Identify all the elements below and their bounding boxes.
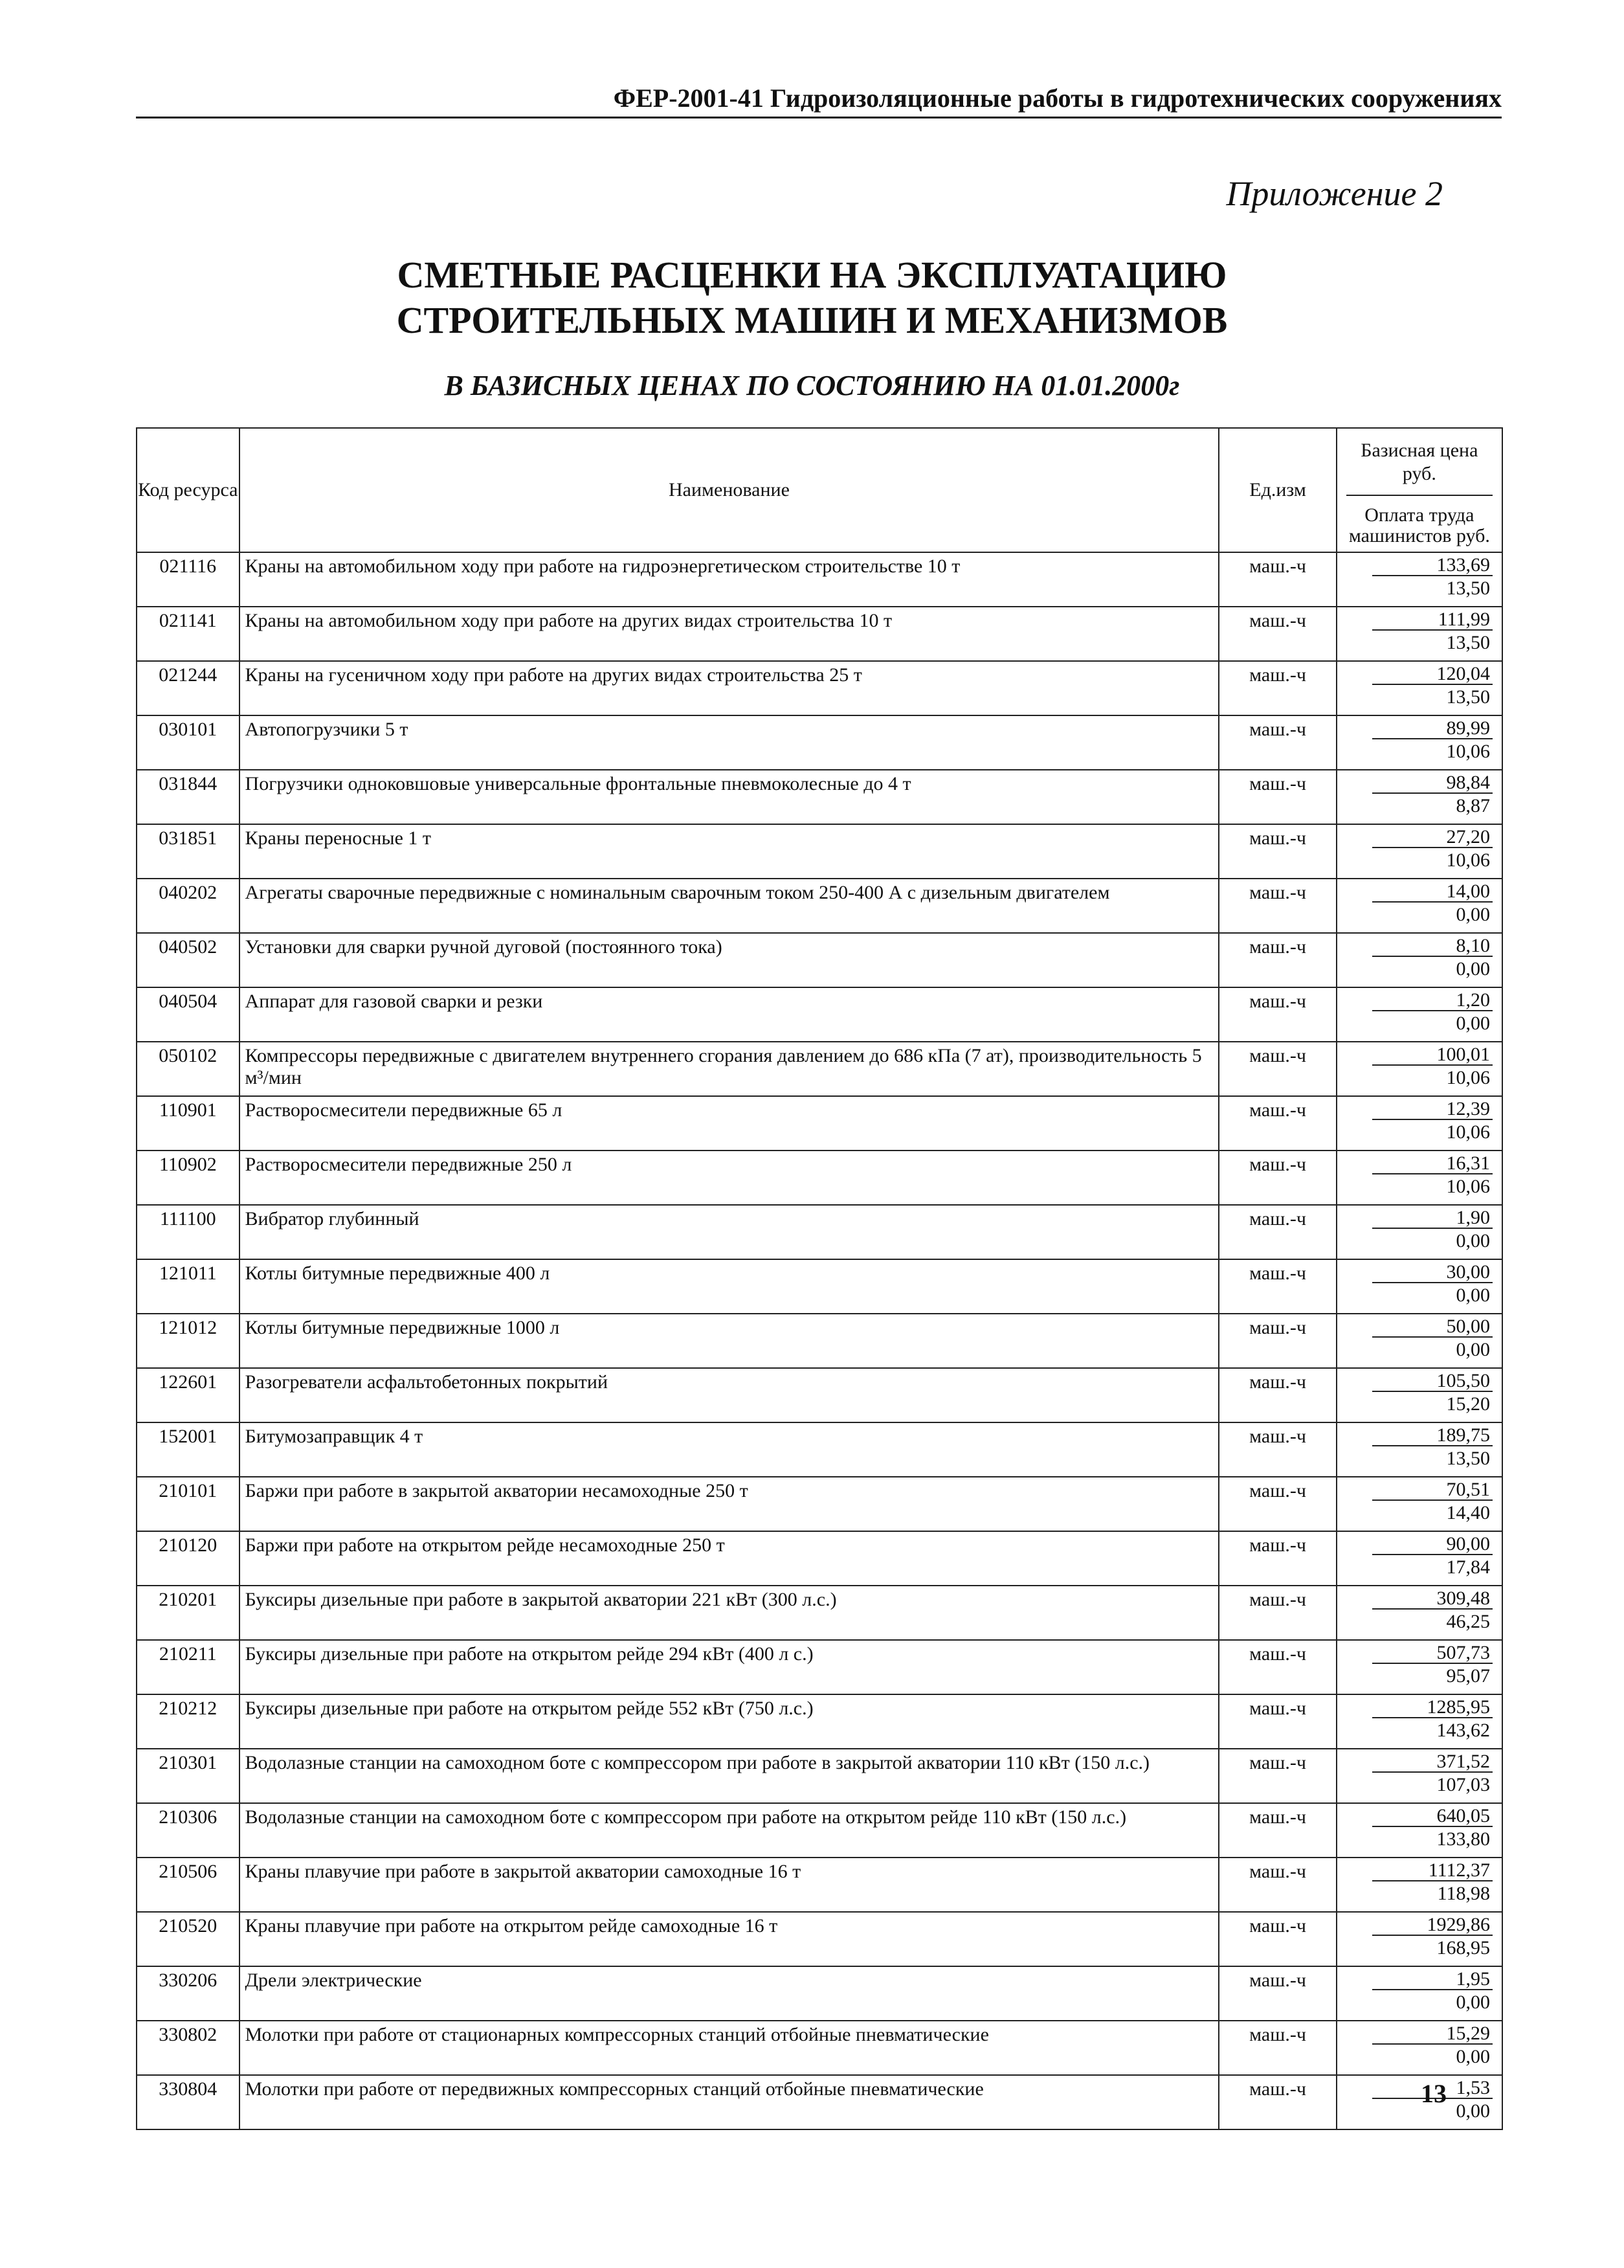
base-price-value: 12,39 <box>1372 1097 1493 1120</box>
price-cell <box>1337 715 1502 770</box>
operator-wage-value: 0,00 <box>1456 1285 1490 1306</box>
resource-code: 040504 <box>137 987 239 1042</box>
base-price-value: 1,90 <box>1372 1206 1493 1229</box>
resource-code: 040202 <box>137 879 239 933</box>
price-cell <box>1337 770 1502 824</box>
operator-wage-value: 0,00 <box>1456 1013 1490 1034</box>
operator-wage-value: 46,25 <box>1446 1611 1490 1632</box>
operator-wage-value: 13,50 <box>1446 686 1490 708</box>
price-cell <box>1337 1042 1502 1096</box>
base-price-value: 507,73 <box>1372 1641 1493 1664</box>
table-row <box>137 1042 1502 1096</box>
resource-code: 110901 <box>137 1096 239 1151</box>
table-row <box>137 1749 1502 1803</box>
operator-wage-value: 10,06 <box>1446 741 1490 762</box>
resource-code: 121012 <box>137 1314 239 1368</box>
unit-of-measure: маш.-ч <box>1219 1694 1336 1749</box>
base-price-value: 133,69 <box>1372 553 1493 576</box>
resource-name: Краны плавучие при работе на открытом рейде самоходные 16 т <box>239 1912 1219 1966</box>
base-price-value: 1285,95 <box>1372 1695 1493 1718</box>
price-cell <box>1337 1151 1502 1205</box>
unit-of-measure: маш.-ч <box>1219 715 1336 770</box>
resource-code: 050102 <box>137 1042 239 1096</box>
table-row <box>137 1586 1502 1640</box>
table-row <box>137 1314 1502 1368</box>
resource-name: Водолазные станции на самоходном боте с компрессором при работе в закрытой акватории 110 кВт (150 л.с.) <box>239 1749 1219 1803</box>
resource-name: Компрессоры передвижные с двигателем внутреннего сгорания давлением до 686 кПа (7 ат), производительность 5 м³/мин <box>239 1042 1219 1096</box>
table-row <box>137 1259 1502 1314</box>
resource-code: 021116 <box>137 552 239 607</box>
unit-of-measure: маш.-ч <box>1219 1422 1336 1477</box>
resource-code: 210211 <box>137 1640 239 1694</box>
base-price-value: 1,95 <box>1372 1967 1493 1990</box>
resource-name: Буксиры дизельные при работе в закрытой акватории 221 кВт (300 л.с.) <box>239 1586 1219 1640</box>
table-row <box>137 1966 1502 2021</box>
resource-name: Баржи при работе в закрытой акватории несамоходные 250 т <box>239 1477 1219 1531</box>
resource-code: 330802 <box>137 2021 239 2075</box>
unit-of-measure: маш.-ч <box>1219 1531 1336 1586</box>
resource-name: Краны на автомобильном ходу при работе на других видах строительства 10 т <box>239 607 1219 661</box>
table-row <box>137 661 1502 715</box>
resource-name: Краны переносные 1 т <box>239 824 1219 879</box>
operator-wage-value: 8,87 <box>1456 795 1490 816</box>
price-cell <box>1337 661 1502 715</box>
resource-code: 111100 <box>137 1205 239 1259</box>
resource-code: 210120 <box>137 1531 239 1586</box>
price-cell <box>1337 1259 1502 1314</box>
unit-of-measure: маш.-ч <box>1219 661 1336 715</box>
resource-name: Краны плавучие при работе в закрытой акватории самоходные 16 т <box>239 1858 1219 1912</box>
resource-name: Молотки при работе от стационарных компрессорных станций отбойные пневматические <box>239 2021 1219 2075</box>
base-price-value: 27,20 <box>1372 825 1493 848</box>
header-operator-wage: Оплата труда машинистов руб. <box>1348 504 1490 546</box>
resource-code: 110902 <box>137 1151 239 1205</box>
resource-code: 040502 <box>137 933 239 987</box>
table-row <box>137 987 1502 1042</box>
base-price-value: 98,84 <box>1372 770 1493 794</box>
resource-code: 031851 <box>137 824 239 879</box>
resource-name: Краны на гусеничном ходу при работе на других видах строительства 25 т <box>239 661 1219 715</box>
resource-name: Водолазные станции на самоходном боте с компрессором при работе на открытом рейде 110 кВт (150 л.с.) <box>239 1803 1219 1858</box>
base-price-value: 371,52 <box>1372 1749 1493 1773</box>
resource-code: 210520 <box>137 1912 239 1966</box>
operator-wage-value: 13,50 <box>1446 1448 1490 1469</box>
table-row <box>137 1803 1502 1858</box>
table-row <box>137 1368 1502 1422</box>
header-base-price: Базисная цена руб. <box>1346 429 1493 496</box>
title-line-2: СТРОИТЕЛЬНЫХ МАШИН И МЕХАНИЗМОВ <box>396 299 1228 341</box>
resource-code: 122601 <box>137 1368 239 1422</box>
price-cell <box>1337 824 1502 879</box>
operator-wage-value: 0,00 <box>1456 958 1490 980</box>
resource-code: 330206 <box>137 1966 239 2021</box>
unit-of-measure: маш.-ч <box>1219 879 1336 933</box>
operator-wage-value: 0,00 <box>1456 1339 1490 1360</box>
table-row <box>137 1422 1502 1477</box>
resource-name: Молотки при работе от передвижных компрессорных станций отбойные пневматические <box>239 2075 1219 2129</box>
table-row <box>137 933 1502 987</box>
resource-name: Дрели электрические <box>239 1966 1219 2021</box>
operator-wage-value: 168,95 <box>1436 1937 1490 1959</box>
table-row <box>137 1151 1502 1205</box>
base-price-value: 14,00 <box>1372 879 1493 903</box>
price-cell <box>1337 1531 1502 1586</box>
resource-name: Котлы битумные передвижные 400 л <box>239 1259 1219 1314</box>
price-cell <box>1337 1368 1502 1422</box>
base-price-value: 70,51 <box>1372 1477 1493 1501</box>
price-cell <box>1337 987 1502 1042</box>
table-row <box>137 1912 1502 1966</box>
price-cell <box>1337 1694 1502 1749</box>
unit-of-measure: маш.-ч <box>1219 1586 1336 1640</box>
base-price-value: 640,05 <box>1372 1804 1493 1827</box>
unit-of-measure: маш.-ч <box>1219 1749 1336 1803</box>
operator-wage-value: 143,62 <box>1436 1720 1490 1741</box>
operator-wage-value: 14,40 <box>1446 1502 1490 1523</box>
operator-wage-value: 95,07 <box>1446 1665 1490 1687</box>
price-cell <box>1337 1803 1502 1858</box>
operator-wage-value: 10,06 <box>1446 1121 1490 1143</box>
base-price-value: 1,20 <box>1372 988 1493 1011</box>
price-cell <box>1337 1422 1502 1477</box>
header-unit: Ед.изм <box>1219 428 1336 552</box>
table-body <box>137 552 1502 2129</box>
price-cell <box>1337 1477 1502 1531</box>
header-price <box>1337 428 1502 552</box>
operator-wage-value: 0,00 <box>1456 2100 1490 2122</box>
operator-wage-value: 10,06 <box>1446 849 1490 871</box>
resource-name: Баржи при работе на открытом рейде несамоходные 250 т <box>239 1531 1219 1586</box>
resource-code: 152001 <box>137 1422 239 1477</box>
unit-of-measure: маш.-ч <box>1219 987 1336 1042</box>
table-row <box>137 1640 1502 1694</box>
title-line-1: СМЕТНЫЕ РАСЦЕНКИ НА ЭКСПЛУАТАЦИЮ <box>397 254 1227 296</box>
base-price-value: 90,00 <box>1372 1532 1493 1555</box>
price-cell <box>1337 1966 1502 2021</box>
price-cell <box>1337 552 1502 607</box>
table-row <box>137 770 1502 824</box>
unit-of-measure: маш.-ч <box>1219 824 1336 879</box>
table-row <box>137 1477 1502 1531</box>
unit-of-measure: маш.-ч <box>1219 1803 1336 1858</box>
document-subtitle: В БАЗИСНЫХ ЦЕНАХ ПО СОСТОЯНИЮ НА 01.01.2000г <box>444 370 1180 401</box>
header-code: Код ресурса <box>137 428 239 552</box>
resource-code: 210101 <box>137 1477 239 1531</box>
table-row <box>137 607 1502 661</box>
operator-wage-value: 10,06 <box>1446 1067 1490 1088</box>
table-header <box>137 428 1502 552</box>
price-cell <box>1337 1640 1502 1694</box>
price-cell <box>1337 1314 1502 1368</box>
resource-code: 021244 <box>137 661 239 715</box>
unit-of-measure: маш.-ч <box>1219 2021 1336 2075</box>
operator-wage-value: 17,84 <box>1446 1556 1490 1578</box>
resource-code: 210306 <box>137 1803 239 1858</box>
resource-name: Установки для сварки ручной дуговой (постоянного тока) <box>239 933 1219 987</box>
price-cell <box>1337 607 1502 661</box>
unit-of-measure: маш.-ч <box>1219 770 1336 824</box>
table-row <box>137 1531 1502 1586</box>
base-price-value: 100,01 <box>1372 1042 1493 1066</box>
price-cell <box>1337 1858 1502 1912</box>
price-cell <box>1337 879 1502 933</box>
unit-of-measure: маш.-ч <box>1219 1858 1336 1912</box>
resource-code: 031844 <box>137 770 239 824</box>
table-row <box>137 879 1502 933</box>
table-row <box>137 1096 1502 1151</box>
resource-name: Разогреватели асфальтобетонных покрытий <box>239 1368 1219 1422</box>
unit-of-measure: маш.-ч <box>1219 1259 1336 1314</box>
table-row <box>137 2075 1502 2129</box>
operator-wage-value: 118,98 <box>1437 1883 1490 1904</box>
unit-of-measure: маш.-ч <box>1219 1151 1336 1205</box>
base-price-value: 15,29 <box>1372 2021 1493 2045</box>
price-cell <box>1337 933 1502 987</box>
price-cell <box>1337 2021 1502 2075</box>
unit-of-measure: маш.-ч <box>1219 1912 1336 1966</box>
price-cell <box>1337 1096 1502 1151</box>
operator-wage-value: 13,50 <box>1446 578 1490 599</box>
operator-wage-value: 133,80 <box>1436 1828 1490 1850</box>
resource-code: 330804 <box>137 2075 239 2129</box>
base-price-value: 89,99 <box>1372 716 1493 739</box>
resource-name: Автопогрузчики 5 т <box>239 715 1219 770</box>
base-price-value: 50,00 <box>1372 1314 1493 1338</box>
table-row <box>137 552 1502 607</box>
base-price-value: 111,99 <box>1372 607 1493 631</box>
resource-code: 210301 <box>137 1749 239 1803</box>
resource-code: 021141 <box>137 607 239 661</box>
unit-of-measure: маш.-ч <box>1219 1477 1336 1531</box>
table-row <box>137 715 1502 770</box>
unit-of-measure: маш.-ч <box>1219 1205 1336 1259</box>
price-cell <box>1337 2075 1502 2129</box>
base-price-value: 1112,37 <box>1372 1858 1493 1881</box>
unit-of-measure: маш.-ч <box>1219 1042 1336 1096</box>
price-cell <box>1337 1205 1502 1259</box>
table-row <box>137 1205 1502 1259</box>
unit-of-measure: маш.-ч <box>1219 2075 1336 2129</box>
operator-wage-value: 0,00 <box>1456 904 1490 925</box>
resource-name: Битумозаправщик 4 т <box>239 1422 1219 1477</box>
operator-wage-value: 0,00 <box>1456 2046 1490 2067</box>
resource-name: Буксиры дизельные при работе на открытом рейде 552 кВт (750 л.с.) <box>239 1694 1219 1749</box>
resource-name: Краны на автомобильном ходу при работе на гидроэнергетическом строительстве 10 т <box>239 552 1219 607</box>
rates-table <box>136 427 1503 2130</box>
price-cell <box>1337 1586 1502 1640</box>
resource-name: Растворосмесители передвижные 250 л <box>239 1151 1219 1205</box>
base-price-value: 105,50 <box>1372 1369 1493 1392</box>
price-cell <box>1337 1912 1502 1966</box>
unit-of-measure: маш.-ч <box>1219 552 1336 607</box>
unit-of-measure: маш.-ч <box>1219 933 1336 987</box>
operator-wage-value: 13,50 <box>1446 632 1490 653</box>
base-price-value: 1929,86 <box>1372 1913 1493 1936</box>
operator-wage-value: 0,00 <box>1456 1230 1490 1252</box>
price-cell <box>1337 1749 1502 1803</box>
resource-name: Растворосмесители передвижные 65 л <box>239 1096 1219 1151</box>
table-row <box>137 824 1502 879</box>
base-price-value: 309,48 <box>1372 1586 1493 1610</box>
table-row <box>137 2021 1502 2075</box>
resource-code: 210506 <box>137 1858 239 1912</box>
unit-of-measure: маш.-ч <box>1219 1966 1336 2021</box>
resource-name: Аппарат для газовой сварки и резки <box>239 987 1219 1042</box>
resource-code: 210201 <box>137 1586 239 1640</box>
operator-wage-value: 15,20 <box>1446 1393 1490 1415</box>
table-row <box>137 1694 1502 1749</box>
table-row <box>137 1858 1502 1912</box>
resource-name: Буксиры дизельные при работе на открытом рейде 294 кВт (400 л с.) <box>239 1640 1219 1694</box>
header-name: Наименование <box>239 428 1219 552</box>
resource-name: Погрузчики одноковшовые универсальные фронтальные пневмоколесные до 4 т <box>239 770 1219 824</box>
resource-code: 121011 <box>137 1259 239 1314</box>
resource-name: Вибратор глубинный <box>239 1205 1219 1259</box>
resource-name: Котлы битумные передвижные 1000 л <box>239 1314 1219 1368</box>
operator-wage-value: 107,03 <box>1436 1774 1490 1795</box>
appendix-label: Приложение 2 <box>1226 174 1443 213</box>
base-price-value: 120,04 <box>1372 662 1493 685</box>
base-price-value: 8,10 <box>1372 934 1493 957</box>
resource-code: 030101 <box>137 715 239 770</box>
unit-of-measure: маш.-ч <box>1219 1368 1336 1422</box>
base-price-value: 30,00 <box>1372 1260 1493 1283</box>
base-price-value: 16,31 <box>1372 1151 1493 1174</box>
unit-of-measure: маш.-ч <box>1219 607 1336 661</box>
document-title <box>0 253 1624 343</box>
unit-of-measure: маш.-ч <box>1219 1314 1336 1368</box>
unit-of-measure: маш.-ч <box>1219 1640 1336 1694</box>
operator-wage-value: 10,06 <box>1446 1176 1490 1197</box>
resource-name: Агрегаты сварочные передвижные с номинальным сварочным током 250-400 А с дизельным двигателем <box>239 879 1219 933</box>
base-price-value: 189,75 <box>1372 1423 1493 1446</box>
operator-wage-value: 0,00 <box>1456 1992 1490 2013</box>
unit-of-measure: маш.-ч <box>1219 1096 1336 1151</box>
resource-code: 210212 <box>137 1694 239 1749</box>
base-price-value: 1,53 <box>1372 2076 1493 2099</box>
page-number: 13 <box>1421 2079 1447 2108</box>
header-row <box>137 428 1502 552</box>
running-head: ФЕР-2001-41 Гидроизоляционные работы в гидротехнических сооружениях <box>136 83 1502 118</box>
